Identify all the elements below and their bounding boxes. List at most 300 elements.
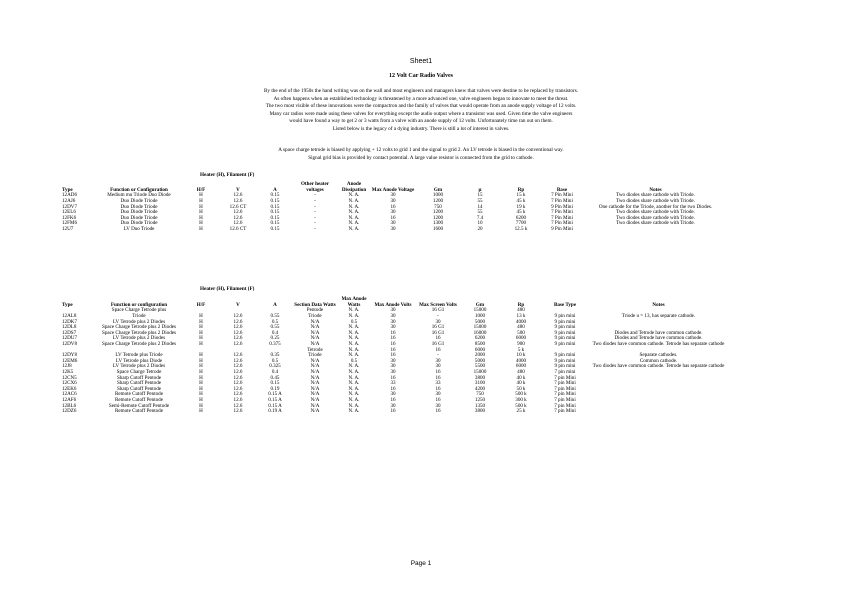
table-cell: 750	[476, 391, 484, 398]
table-cell: 16	[390, 408, 396, 415]
table-cell: 1200	[432, 214, 444, 221]
table-cell: N/A	[310, 391, 320, 398]
table-cell: 1000	[474, 313, 486, 319]
table-cell: 12BL6	[62, 402, 77, 409]
table-cell: 0.375	[269, 340, 281, 347]
table-cell: One cathode for the Triode, another for the two Diodes.	[598, 203, 713, 210]
table-cell: -	[437, 352, 439, 359]
table-cell: N/A	[310, 340, 320, 347]
table-cell: 7 Pin Mini	[551, 220, 573, 227]
section2-group-header: Heater (H), Filament (F)	[200, 286, 255, 292]
table-cell: N. A.	[348, 192, 360, 199]
column-header: Function or Configuration	[110, 187, 168, 194]
table-cell: 16 G1	[431, 329, 445, 336]
table-cell: Triode	[132, 313, 146, 319]
table-cell: 4200	[474, 385, 486, 392]
table-cell: 12.6	[233, 368, 243, 375]
table-cell: 55	[477, 209, 483, 216]
table-cell: -	[314, 198, 316, 204]
column-header: Notes	[649, 187, 662, 194]
table-cell: N. A.	[348, 209, 360, 216]
table-cell: H	[199, 385, 203, 392]
table-cell: 12FM6	[62, 220, 78, 227]
column-header: Max Anode Watts	[341, 296, 367, 309]
table-cell: N. A.	[348, 402, 360, 409]
table-cell: 480	[517, 324, 525, 331]
table-cell: 12DK7	[62, 318, 77, 325]
table-cell: H	[199, 396, 203, 403]
table-cell: 40 k	[516, 374, 526, 381]
table-cell: N. A.	[348, 346, 360, 353]
table-cell: 12DS7	[62, 329, 77, 336]
column-header: µ	[478, 187, 482, 194]
table-cell: 12CX6	[62, 380, 77, 387]
column-header: A	[273, 302, 277, 309]
table-cell: 10	[477, 220, 483, 227]
table-cell: Separate cathodes.	[639, 352, 678, 359]
table-cell: H	[199, 368, 203, 375]
table-cell: 30	[435, 391, 441, 398]
table-cell: 0.5	[271, 357, 279, 364]
table-cell: 33	[390, 380, 396, 387]
table-cell: 6000	[515, 363, 527, 370]
table-cell: 16	[390, 214, 396, 221]
table-cell: 12.6	[233, 357, 243, 364]
table-cell: LV Tetrode plus 2 Diodes	[112, 363, 166, 370]
table-cell: 15000	[473, 324, 487, 331]
table-cell: Sharp Cutoff Pentode	[116, 385, 162, 392]
sheet-title: Sheet1	[409, 58, 433, 65]
table-cell: 30	[390, 220, 396, 227]
table-cell: 0.15	[270, 220, 280, 227]
table-cell: 16	[390, 203, 396, 210]
table-cell: 16	[435, 335, 441, 342]
table-cell: 480	[517, 307, 525, 314]
table-cell: Two diodes share cathode with Triode.	[616, 214, 695, 221]
table-cell: 16	[390, 385, 396, 392]
table-cell: N. A.	[348, 385, 360, 392]
table-cell: 3100	[474, 380, 486, 387]
table-cell: 12.6	[233, 391, 243, 398]
table-cell: -	[314, 220, 316, 227]
section1-group-header: Heater (H), Filament (F)	[200, 172, 255, 178]
table-cell: N. A.	[348, 198, 360, 204]
table-cell: H	[199, 209, 203, 216]
table-cell: Two diodes have common cathode. Tetrode has separate cathode	[592, 363, 725, 370]
table-cell: Remote Cutoff Pentode	[114, 391, 163, 398]
table-cell: 16	[390, 329, 396, 336]
table-cell: 15	[477, 192, 483, 199]
table-cell: 12AJ6	[62, 198, 76, 204]
table-cell: N/A	[310, 335, 320, 342]
table-cell: 9 pin mini	[554, 335, 576, 342]
table-cell: N/A	[310, 402, 320, 409]
table-cell: 3800	[474, 374, 486, 381]
table-cell: 12.6 CT	[229, 225, 247, 232]
table-cell: 33	[435, 380, 441, 387]
table-cell: 4000	[515, 318, 527, 325]
table-cell: Duo Diode Triode	[120, 209, 158, 216]
table-cell: 4000	[515, 357, 527, 364]
table-cell: N. A.	[348, 214, 360, 221]
intro-line: Listed below is the legacy of a dying industry. There is still a lot of interest in valves.	[332, 125, 510, 132]
table-cell: H	[199, 352, 203, 359]
table-cell: -	[314, 225, 316, 232]
table-cell: 0.15	[270, 225, 280, 232]
table-cell: 0.15	[270, 214, 280, 221]
table-cell: 12EM6	[62, 357, 78, 364]
table-cell: 30	[435, 318, 441, 325]
table-cell: H	[199, 203, 203, 210]
table-cell: Space Charge Tetrode plus	[111, 307, 167, 314]
table-cell: 7 pin Mini	[554, 391, 576, 398]
table-cell: 16	[435, 408, 441, 415]
table-cell: 7 Pin Mini	[551, 214, 573, 221]
table-cell: 6200	[515, 214, 527, 221]
table-cell: N/A	[310, 374, 320, 381]
table-cell: 19 k	[516, 203, 526, 210]
table-cell: 12DL8	[62, 324, 77, 331]
table-cell: N. A.	[348, 391, 360, 398]
table-cell: 500	[517, 329, 525, 336]
table-cell: Remote Cutoff Pentode	[114, 396, 163, 403]
table-cell: Triode	[308, 352, 322, 359]
table-cell: 12DZ6	[62, 408, 77, 415]
table-cell: Diodes and Tetrode have common cathode.	[614, 335, 703, 342]
table-cell: Space Charge Tetrode plus 2 Diodes	[101, 329, 176, 336]
table-cell: 16	[390, 352, 396, 359]
table-cell: -	[314, 192, 316, 199]
table-cell: 12U7	[62, 225, 74, 232]
table-cell: 7 pin Mini	[554, 408, 576, 415]
table-cell: N. A.	[348, 408, 360, 415]
table-cell: 1300	[432, 220, 444, 227]
table-cell: 20	[477, 225, 483, 232]
table-cell: 30	[390, 402, 396, 409]
table-cell: H	[199, 329, 203, 336]
table-cell: 5000	[474, 357, 486, 364]
table-cell: Two diodes have common cathode. Tetrode has separate cathode	[592, 340, 725, 347]
table-cell: N/A	[310, 324, 320, 331]
column-header: Max Screen Volts	[419, 302, 457, 309]
intro-paragraph-1	[0, 88, 842, 134]
intro-line: By the end of the 1950s the hand writing was on the wall and most engineers and managers knew that valves were destine to be replaced by transistors.	[263, 88, 579, 94]
table-cell: 12.6	[233, 380, 243, 387]
table-cell: 30	[435, 357, 441, 364]
table-cell: 12.5 k	[514, 225, 528, 232]
table-cell: N/A	[310, 396, 320, 403]
table-cell: H	[199, 340, 203, 347]
table-cell: 16 G1	[431, 307, 445, 314]
table-cell: 0.15	[270, 198, 280, 204]
table-cell: 6000	[515, 335, 527, 342]
table-cell: 55	[477, 198, 483, 204]
column-header: Base	[556, 187, 568, 194]
table-cell: Diodes and Tetrode have common cathode.	[614, 329, 703, 336]
intro-line: A space charge tetrode is biased by applying + 12 volts to grid 1 and the signal to grid 2. An LV tetrode is biased in the conventional way.	[278, 147, 564, 153]
table-cell: N/A	[310, 380, 320, 387]
table-cell: LV Tetrode plus Triode	[115, 352, 163, 359]
table-cell: H	[199, 402, 203, 409]
table-cell: 30	[435, 402, 441, 409]
table-cell: 12.6	[233, 363, 243, 370]
column-header: Gm	[433, 187, 443, 194]
table-cell: 6000	[474, 346, 486, 353]
table-cell: N. A.	[348, 220, 360, 227]
table-cell: 15000	[473, 368, 487, 375]
table-cell: 1200	[432, 209, 444, 216]
table-cell: -	[314, 203, 316, 210]
intro-line: As often happens when an established technology is threatened by a more advanced one, valve engineers began to innovate to meet the threat.	[273, 95, 569, 102]
table-cell: 9 pin mini	[554, 340, 576, 347]
table-cell: 12.6	[233, 209, 243, 216]
table-cell: Space Charge Tetrode	[116, 368, 162, 375]
table-cell: LV Tetrode plus 2 Diodes	[112, 335, 166, 342]
table-cell: N/A	[310, 318, 320, 325]
table-cell: 480	[517, 368, 525, 375]
table-cell: 16	[435, 396, 441, 403]
table-cell: Duo Diode Triode	[120, 203, 158, 210]
table-cell: 45 k	[516, 198, 526, 204]
table-cell: 12.6 CT	[229, 203, 247, 210]
table-cell: 5 k	[517, 346, 525, 353]
table-cell: 12.6	[233, 198, 243, 204]
table-cell	[581, 227, 730, 233]
table-cell: 0.15 A	[268, 402, 282, 409]
table-cell: 15000	[473, 307, 487, 314]
page-footer: Page 1	[410, 560, 432, 567]
table-cell: N. A.	[348, 307, 360, 314]
table-cell: Triode	[308, 313, 322, 319]
table-cell: 9 pin mini	[554, 329, 576, 336]
table-cell: Common cathode.	[639, 357, 678, 364]
intro-line: The two most visible of these innovations were the compactron and the family of valves that would operate from an anode supply voltage of 12 volts.	[265, 103, 577, 110]
table-cell: LV Duo Triode	[123, 225, 155, 232]
table-cell: Two diodes share cathode with Triode.	[616, 220, 695, 227]
table-cell: 7 pin Mini	[554, 402, 576, 409]
table-cell: 7 Pin Mini	[551, 198, 573, 204]
table-cell: Two diodes share cathode with Triode.	[616, 198, 695, 204]
table-cell: 0.325	[269, 363, 281, 370]
intro-paragraph-2	[0, 147, 842, 162]
table-cell: N. A.	[348, 335, 360, 342]
table-cell: H	[199, 192, 203, 199]
table-cell: N/A	[310, 329, 320, 336]
table-cell: 16000	[473, 329, 487, 336]
column-header: Max Anode Volts	[374, 302, 412, 309]
table-cell: 1000	[432, 192, 444, 199]
table-cell: 12.6	[233, 220, 243, 227]
table-cell: 12DU7	[62, 335, 77, 342]
table-cell: 1200	[432, 198, 444, 204]
column-header: Anode Dissipation	[341, 181, 367, 194]
table-cell: N. A.	[348, 340, 360, 347]
table-cell: 0.5	[350, 318, 358, 325]
table-cell: 30	[390, 368, 396, 375]
table-cell: Tetrode	[307, 346, 323, 353]
column-header: Section Data Watts	[294, 302, 336, 309]
table-cell: 30	[390, 313, 396, 319]
table-cell: 16	[390, 346, 396, 353]
table-cell: H	[199, 318, 203, 325]
table-cell: 12EK6	[62, 385, 77, 392]
table-cell: 0.15 A	[268, 396, 282, 403]
valve-table-2	[62, 296, 730, 415]
intro-line: Many car radios were made using these valves for everything except the audio output where a transistor was used. Given time the valve engineers	[269, 110, 573, 117]
table-cell: 3800	[474, 408, 486, 415]
table-cell: N. A.	[348, 363, 360, 370]
table-cell: 12.6	[233, 192, 243, 199]
table-cell: 12.6	[233, 318, 243, 325]
table-cell: 16 G1	[431, 324, 445, 331]
table-cell: 12.6	[233, 335, 243, 342]
table-cell: 12DV8	[62, 340, 77, 347]
column-header: Notes	[652, 302, 665, 309]
table-cell: 9 pin mini	[554, 363, 576, 370]
table-cell: 0.5	[271, 318, 279, 325]
table-cell: 12.6	[233, 324, 243, 331]
table-cell: LV Tetrode plus Diode	[115, 357, 163, 364]
table-cell: 12DV7	[62, 203, 77, 210]
table-cell: 30	[390, 307, 396, 314]
table-cell: 50 k	[516, 385, 526, 392]
table-cell: H	[199, 214, 203, 221]
table-cell: 0.5	[350, 357, 358, 364]
table-cell	[587, 409, 730, 415]
table-cell: 0.15 A	[268, 391, 282, 398]
table-cell: N. A.	[348, 313, 360, 319]
table-cell: 6200	[474, 335, 486, 342]
table-cell: 12.6	[233, 396, 243, 403]
table-cell: 0.19 A	[268, 408, 282, 415]
table-cell: N/A	[310, 357, 320, 364]
table-cell: 0.15	[270, 203, 280, 210]
column-header: Base Type	[553, 302, 577, 309]
table-cell: Triode u = 13, has separate cathode.	[621, 313, 696, 319]
column-header: V	[236, 187, 240, 194]
column-header: H/F	[196, 302, 206, 309]
table-cell: 12.6	[233, 352, 243, 359]
table-cell: 1600	[432, 225, 444, 232]
table-cell: H	[199, 391, 203, 398]
table-cell: 14	[477, 203, 483, 210]
column-header: Type	[62, 187, 73, 194]
table-cell: Medium mu Triode Duo Diode	[107, 192, 171, 199]
table-cell: H	[199, 374, 203, 381]
column-header: Type	[62, 302, 73, 309]
table-cell: 9 Pin Mini	[551, 203, 573, 210]
table-cell: Space Charge Tetrode plus 2 Diodes	[101, 340, 176, 347]
table-cell: 12.6	[233, 329, 243, 336]
table-cell: 30	[390, 363, 396, 370]
table-cell: N/A	[310, 385, 320, 392]
table-cell: Sharp Cutoff Pentode	[116, 380, 162, 387]
table-cell: 0.15	[270, 380, 280, 387]
table-cell: 12AC6	[62, 391, 77, 398]
table-cell: 16	[435, 346, 441, 353]
table-cell: 900	[517, 340, 525, 347]
table-cell: Duo Diode Triode	[120, 198, 158, 204]
table-cell: Sharp Cutoff Pentode	[116, 374, 162, 381]
table-cell: 12AF6	[62, 396, 77, 403]
table-cell: 16	[390, 335, 396, 342]
table-cell: 12.6	[233, 340, 243, 347]
table-cell: 40 k	[516, 380, 526, 387]
table-cell: 15 k	[516, 192, 526, 199]
table-cell: 12.6	[233, 385, 243, 392]
table-cell: 7 pin mini	[554, 368, 576, 375]
table-cell: 9 pin mini	[554, 313, 576, 319]
table-cell: Two diodes share cathode with Triode.	[616, 209, 695, 216]
table-cell: 12AD6	[62, 192, 77, 199]
table-cell: 30	[390, 192, 396, 199]
table-cell: 7.4	[476, 214, 484, 221]
table-cell: 12.6	[233, 214, 243, 221]
table-cell: 0.25	[270, 335, 280, 342]
table-cell: 9 pin mini	[554, 324, 576, 331]
table-cell: 30	[390, 324, 396, 331]
table-cell: 45 k	[516, 209, 526, 216]
table-cell: 16 G1	[431, 340, 445, 347]
table-cell: 0.19	[270, 385, 280, 392]
table-cell: N/A	[310, 368, 320, 375]
table-cell: 16	[435, 374, 441, 381]
table-cell: 16	[435, 368, 441, 375]
table-cell: 12CN5	[62, 374, 77, 381]
table-cell: 9 pin mini	[554, 357, 576, 364]
column-header: Other heater voltages	[300, 181, 330, 194]
table-cell: 12J8	[62, 363, 72, 370]
table-cell: H	[199, 313, 203, 319]
table-cell: 30	[390, 357, 396, 364]
table-cell: 750	[434, 203, 442, 210]
column-header: Rp	[517, 187, 525, 194]
table-cell: 5000	[474, 318, 486, 325]
column-header: Gm	[475, 302, 485, 309]
table-cell: 7 pin Mini	[554, 396, 576, 403]
table-cell: Space Charge Tetrode plus 2 Diodes	[101, 324, 176, 331]
table-cell: 30	[390, 318, 396, 325]
table-cell: 16	[390, 340, 396, 347]
table-cell: N. A.	[348, 374, 360, 381]
table-cell: N/A	[310, 363, 320, 370]
table-cell: 25 k	[516, 408, 526, 415]
table-cell: N. A.	[348, 329, 360, 336]
table-cell: H	[199, 198, 203, 204]
table-cell: LV Tetrode plus 2 Diodes	[112, 318, 166, 325]
table-cell: N. A.	[348, 396, 360, 403]
table-cell: 7 pin Mini	[554, 385, 576, 392]
table-cell: 0.55	[270, 324, 280, 331]
table-cell: 7700	[515, 220, 527, 227]
table-cell: H	[199, 324, 203, 331]
table-cell: 7 pin Mini	[554, 374, 576, 381]
table-cell: 30	[390, 391, 396, 398]
table-cell: 12.6	[233, 374, 243, 381]
table-cell: N. A.	[348, 380, 360, 387]
table-cell: Duo Diode Triode	[120, 214, 158, 221]
table-cell: 30	[390, 198, 396, 204]
table-cell: -	[314, 209, 316, 216]
table-cell: -	[437, 313, 439, 319]
table-cell: 12.6	[233, 408, 243, 415]
table-cell: 30	[435, 363, 441, 370]
table-cell: 9 pin mini	[554, 318, 576, 325]
table-cell: 30	[390, 225, 396, 232]
table-row	[62, 227, 730, 233]
table-cell: 0.45	[270, 374, 280, 381]
table-cell: -	[314, 214, 316, 221]
